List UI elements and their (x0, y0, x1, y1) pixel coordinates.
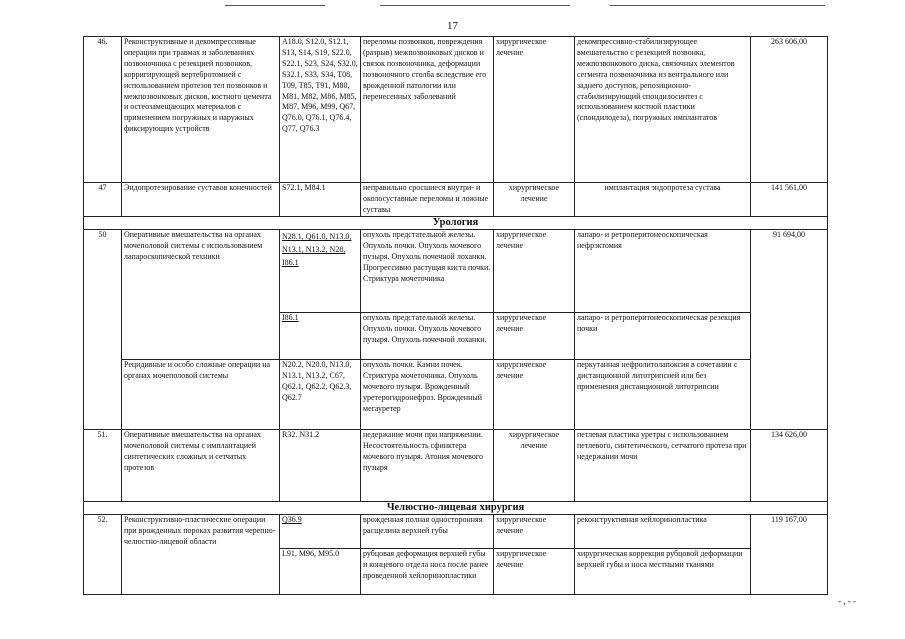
price: 119 167,00 (751, 515, 828, 595)
treatment-type: хирургическое лечение (494, 430, 575, 502)
diagnosis: врожденная полная односторонняя расщелина верхней губы (361, 515, 494, 549)
section-title-urology: Урология (84, 217, 828, 230)
diagnosis: неправильно сросшиеся внутри- и околосуставные переломы и ложные суставы (361, 183, 494, 217)
service-name: Эндопротезирование суставов конечностей (122, 183, 280, 217)
diagnosis: опухоль предстательной железы. Опухоль почки. Опухоль мочевого пузыря. Опухоль почечной лоханки. (361, 313, 494, 360)
service-name: Реконструктивные и декомпрессивные операции при травмах и заболеваниях позвоночника с резекцией позвонков, корригирующей вертебротомией с использованием протезов тел позвонков и межпозвонковых дисков, костного цемента и остеозамещающих материалов с применением погружных и наружных фиксирующих устройств (122, 37, 280, 183)
icd-codes: R32. N31.2 (280, 430, 361, 502)
treatment-method: петлевая пластика уретры с использованием петлевого, синтетического, сетчатого протеза при недержании мочи (575, 430, 751, 502)
service-name: Рецидивные и особо сложные операции на органах мочеполовой системы (122, 360, 280, 430)
treatment-method: имплантация эндопротеза сустава (575, 183, 751, 217)
row-number: 51. (84, 430, 122, 502)
table-row (84, 360, 828, 430)
diagnosis: рубцовая деформация верхней губы и концевого отдела носа после ранее проведенной хейлоринопластики (361, 549, 494, 595)
treatment-type: хирургическое лечение (494, 360, 575, 430)
treatment-method: лапаро- и ретроперитонеоскопическая резекция почки (575, 313, 751, 360)
row-number: 50 (84, 230, 122, 430)
section-header (84, 217, 828, 230)
row-number: 46. (84, 37, 122, 183)
table-row (84, 230, 828, 313)
treatment-type: хирургическое лечение (494, 183, 575, 217)
icd-codes: N28.1, Q61.0, N13.0, N13.1, N13.2, N28, I86.1 (280, 230, 361, 313)
icd-codes: S72.1, M84.1 (280, 183, 361, 217)
diagnosis: недержание мочи при напряжении. Несостоятельность сфинктера мочевого пузыря. Атония мочевого пузыря (361, 430, 494, 502)
row-number: 47 (84, 183, 122, 217)
section-header (84, 502, 828, 515)
icd-codes: Q36.9 (280, 515, 361, 549)
treatment-method: лапаро- и ретроперитонеоскопическая нефрэктомия (575, 230, 751, 313)
service-name: Оперативные вмешательства на органах мочеполовой системы с использованием лапароскопической техники (122, 230, 280, 360)
diagnosis: опухоль почки. Камни почек. Стриктура мочеточника. Опухоль мочевого пузыря. Врожденный уретерогидронефроз. Врожденный мегауретер (361, 360, 494, 430)
icd-codes: I86.1 (280, 313, 361, 360)
top-rule-left (225, 5, 325, 6)
table-row (84, 37, 828, 183)
services-table (83, 36, 828, 595)
icd-codes: N20.2, N20.0, N13.0, N13.1, N13.2, C67, Q62.1, Q62.2, Q62.3, Q62.7 (280, 360, 361, 430)
price: 141 561,00 (751, 183, 828, 217)
treatment-type: хирургическое лечение (494, 230, 575, 313)
top-rule-right (610, 5, 825, 6)
table-row (84, 515, 828, 549)
price: 263 606,00 (751, 37, 828, 183)
treatment-type: хирургическое лечение (494, 313, 575, 360)
price: 134 626,00 (751, 430, 828, 502)
table-row (84, 430, 828, 502)
treatment-method: декомпрессивно-стабилизирующее вмешательство с резекцией позвонка, межпозвонкового диска, связочных элементов сегмента позвоночника из вентрального или заднего доступов, репозиционно-стабилизирующий спондилосинтез с использованием костной пластики (спондилодеза), погружных имплантатов (575, 37, 751, 183)
icd-codes: L91, M96, M95.0 (280, 549, 361, 595)
icd-codes: A18.0, S12.0, S12.1, S13, S14, S19, S22.0, S22.1, S23, S24, S32.0, S32.1, S33, S34, T08, T09, T85, T91, M80, M81, M82, M86, M85, M87, M96, M99, Q67, Q76.0, Q76.1, Q76.4, Q77, Q76.3 (280, 37, 361, 183)
diagnosis: переломы позвонков, повреждения (разрыв) межпозвонковых дисков и связок позвоночника, деформации позвоночного столба вследствие его врожденной патологии или перенесенных заболеваний (361, 37, 494, 183)
treatment-method: перкутанная нефролитолапоксия в сочетании с дистанционной литотрипсией или без применения дистанционной литотрипсии (575, 360, 751, 430)
service-name: Оперативные вмешательства на органах мочеполовой системы с имплантацией синтетических сложных и сетчатых протезов (122, 430, 280, 502)
row-number: 52. (84, 515, 122, 595)
treatment-method: хирургическая коррекция рубцовой деформации верхней губы и носа местными тканями (575, 549, 751, 595)
treatment-type: хирургическое лечение (494, 549, 575, 595)
treatment-type: хирургическое лечение (494, 37, 575, 183)
margin-marks: - , ‑ ‑ (838, 596, 856, 606)
treatment-method: реконструктивная хейлоринопластика (575, 515, 751, 549)
diagnosis: опухоль предстательной железы. Опухоль почки. Опухоль мочевого пузыря. Опухоль почечной лоханки. Прогрессивно растущая киста почки. Стриктура мочеточника (361, 230, 494, 313)
top-rule-mid (380, 5, 570, 6)
price: 91 694,00 (751, 230, 828, 430)
treatment-type: хирургическое лечение (494, 515, 575, 549)
service-name: Реконструктивно-пластические операции при врожденных пороках развития черепно-челюстно-лицевой области (122, 515, 280, 595)
page-number: 17 (447, 20, 458, 32)
table-row (84, 183, 828, 217)
section-title-maxillofacial: Челюстно-лицевая хирургия (84, 502, 828, 515)
